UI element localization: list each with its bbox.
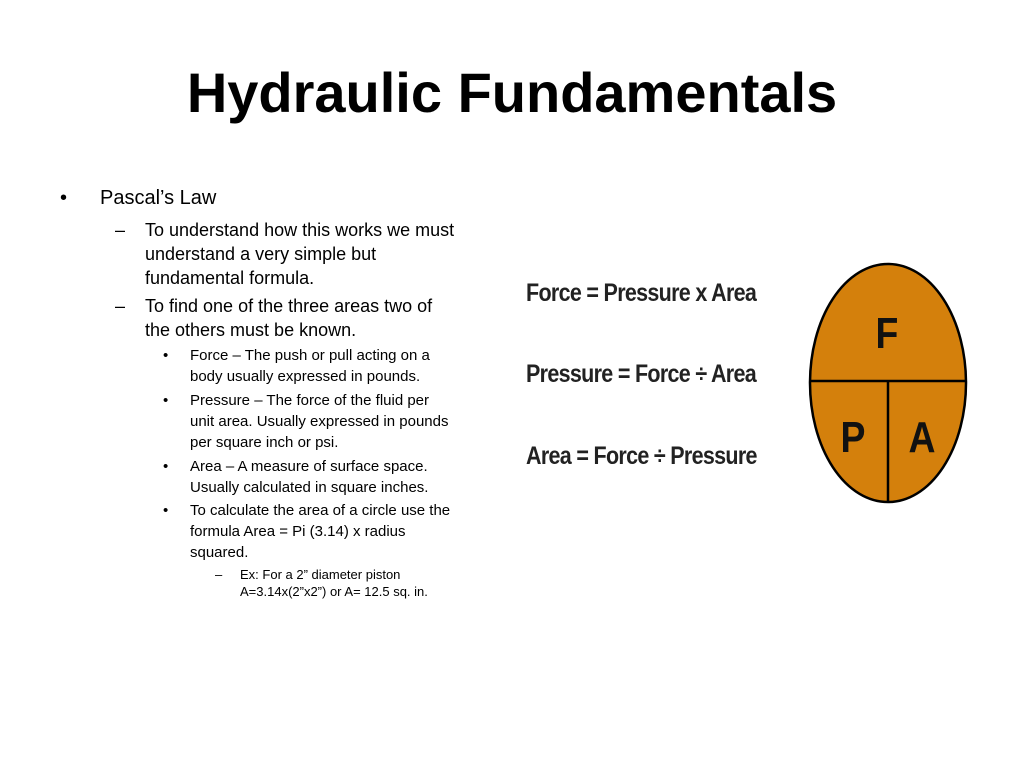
formula-area: Area = Force ÷ Pressure <box>526 442 757 470</box>
dash-marker: – <box>115 220 126 240</box>
line: understand a very simple but <box>145 244 377 264</box>
line: formula Area = Pi (3.14) x radius <box>190 523 406 540</box>
line: A=3.14x(2”x2”) or A= 12.5 sq. in. <box>240 584 428 599</box>
line: the others must be known. <box>145 320 357 340</box>
line: Force – The push or pull acting on a <box>190 347 430 364</box>
line: unit area. Usually expressed in pounds <box>190 413 449 430</box>
formula-force: Force = Pressure x Area <box>526 279 757 307</box>
fpa-label-force: F <box>875 308 899 358</box>
slide-title: Hydraulic Fundamentals <box>186 61 838 124</box>
line: To find one of the three areas two of <box>145 296 433 316</box>
bullet-marker: • <box>163 347 169 364</box>
line: Ex: For a 2” diameter piston <box>240 567 401 582</box>
line: fundamental formula. <box>145 268 315 288</box>
formula-pressure: Pressure = Force ÷ Area <box>526 360 757 388</box>
dash-marker: – <box>115 296 126 316</box>
bullet-marker: • <box>163 392 169 409</box>
dash-marker: – <box>215 567 223 582</box>
line: Area – A measure of surface space. <box>190 458 428 475</box>
bullet-text: Pascal’s Law <box>100 187 217 209</box>
line: body usually expressed in pounds. <box>190 368 421 385</box>
line: squared. <box>190 544 249 561</box>
fpa-circle-diagram <box>805 262 971 508</box>
line: To calculate the area of a circle use the <box>190 502 451 519</box>
fpa-label-area: A <box>908 412 936 462</box>
bullet-marker: • <box>163 502 169 519</box>
bullet-marker: • <box>163 458 169 475</box>
line: Pressure – The force of the fluid per <box>190 392 430 409</box>
bullet-marker: • <box>60 187 68 209</box>
line: Usually calculated in square inches. <box>190 479 429 496</box>
line: per square inch or psi. <box>190 434 339 451</box>
fpa-label-pressure: P <box>840 412 866 462</box>
line: To understand how this works we must <box>145 220 455 240</box>
